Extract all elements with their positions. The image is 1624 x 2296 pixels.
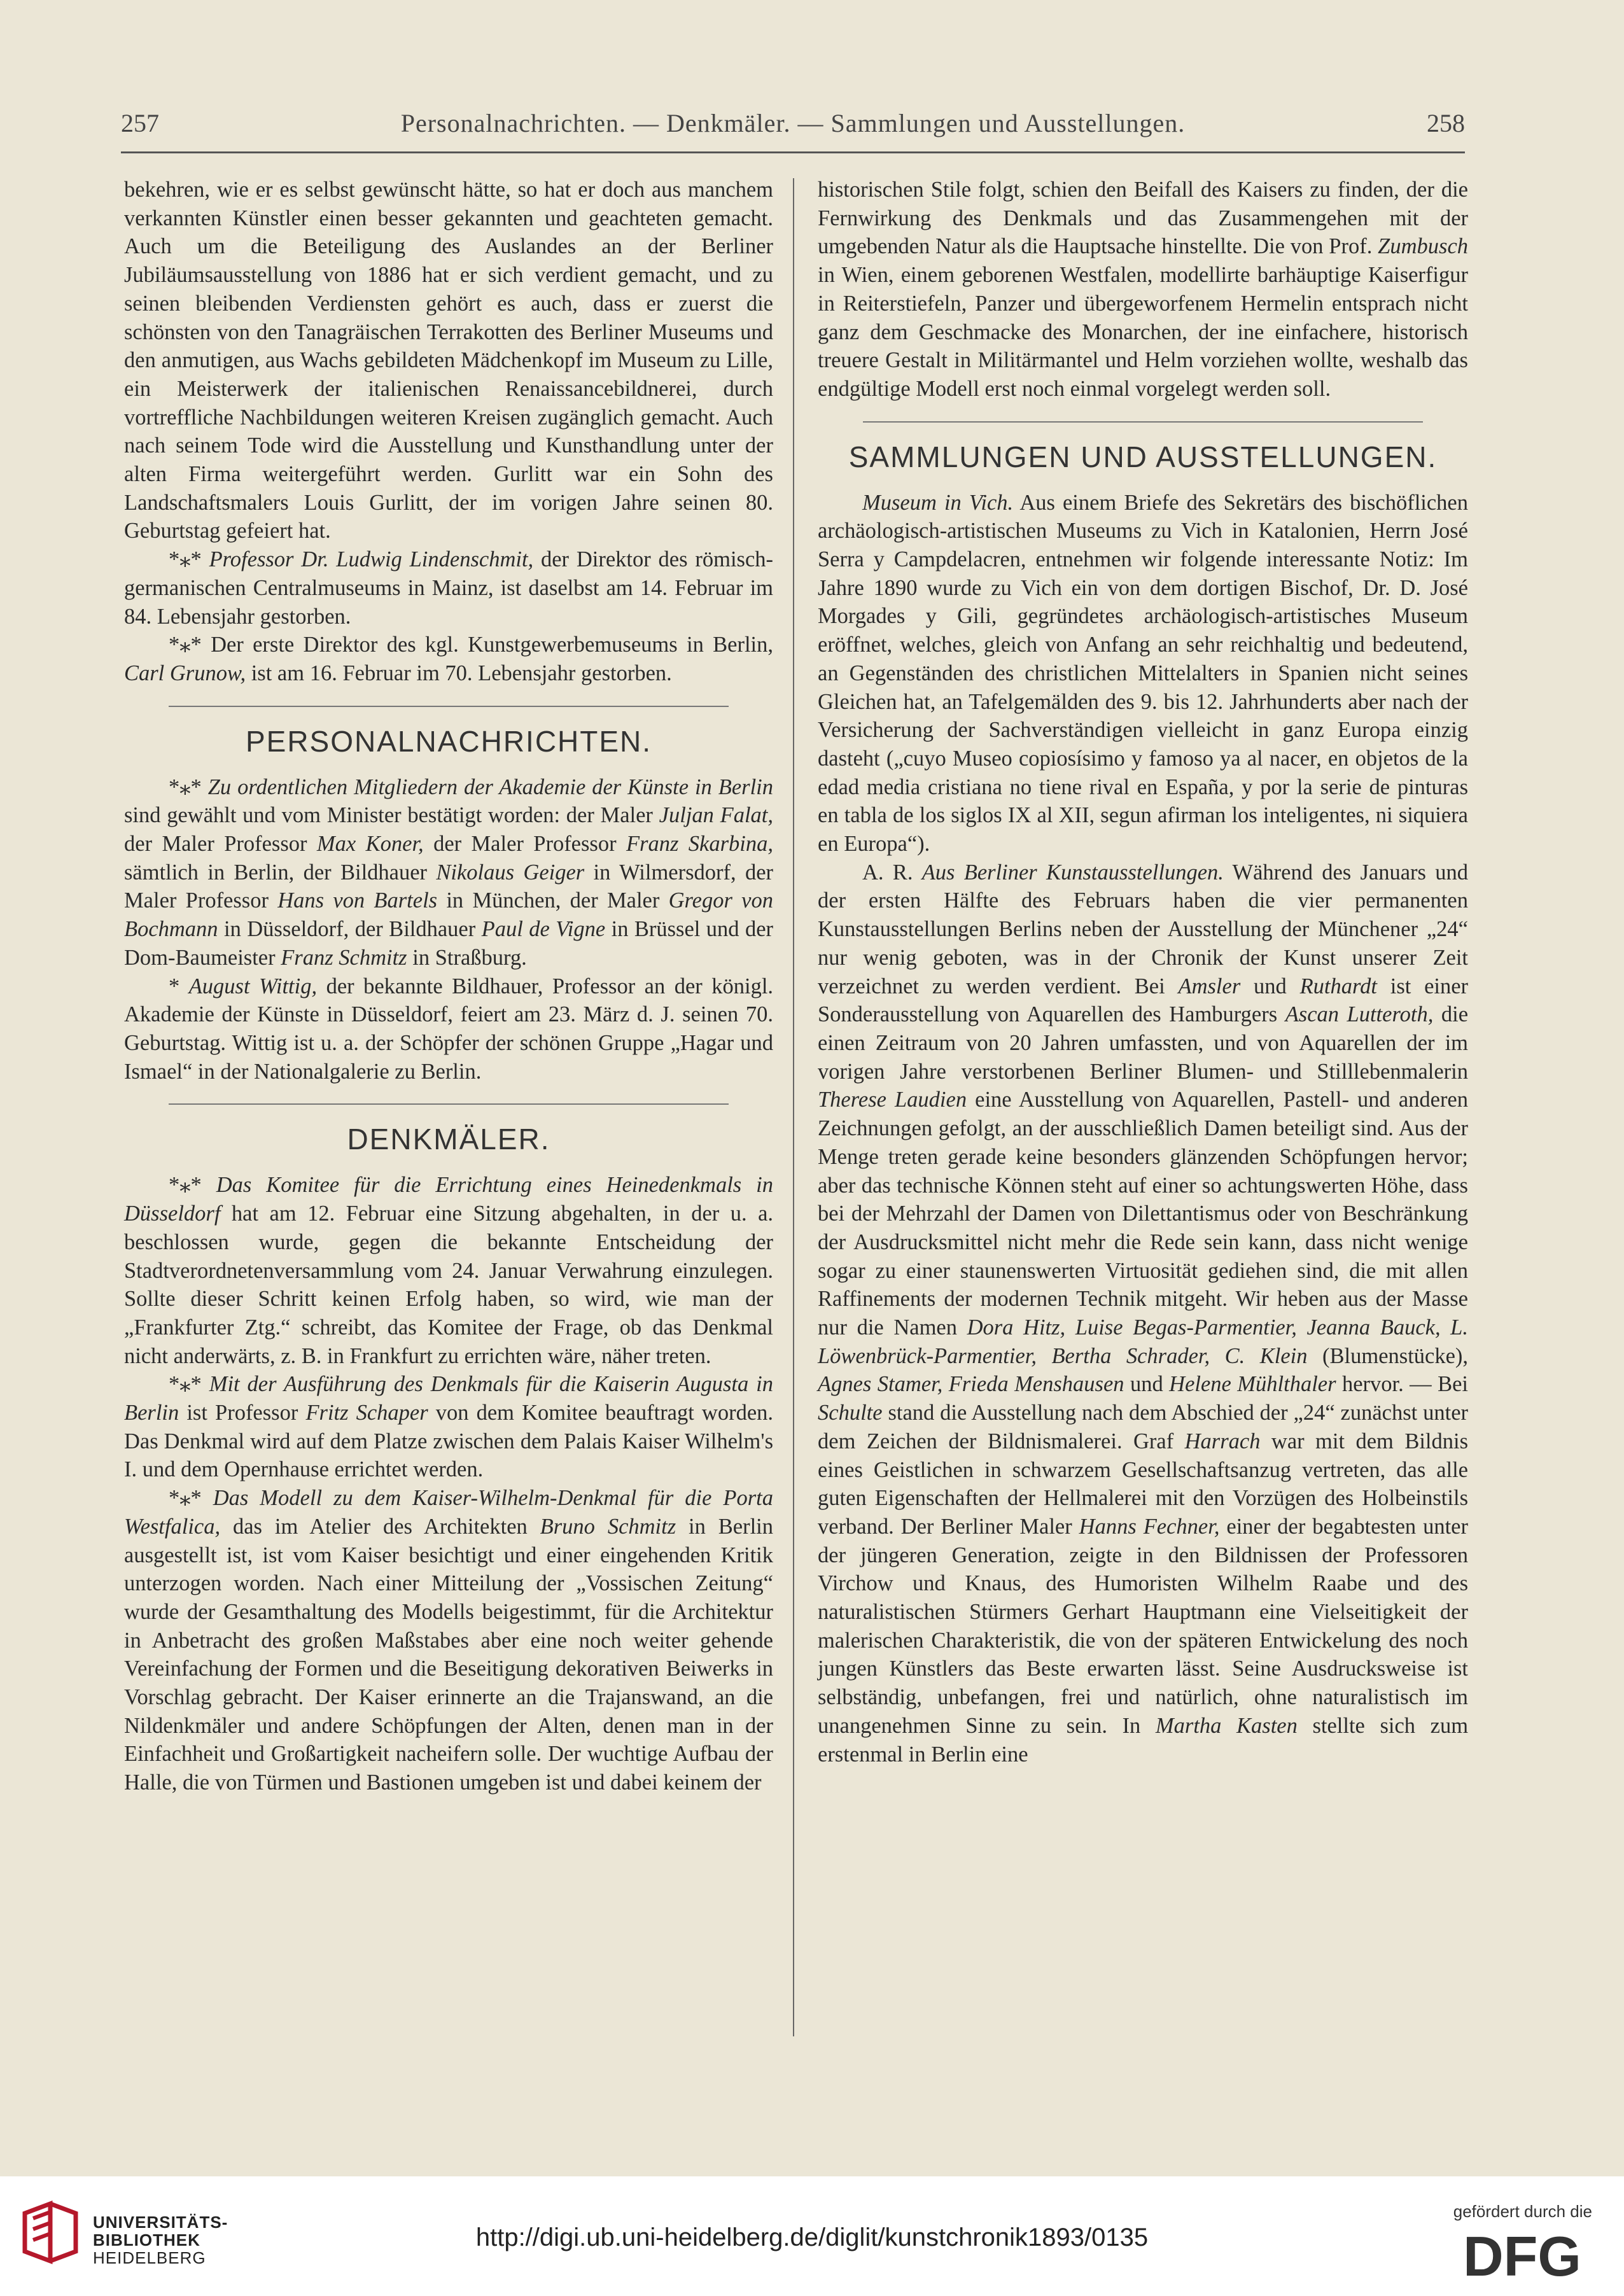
digitization-footer bbox=[0, 2176, 1624, 2296]
text: stellte sich zum erstenmal in Berlin eine bbox=[818, 1713, 1469, 1767]
person-name: Martha Kasten bbox=[1155, 1713, 1298, 1738]
dfg-logo-text: DFG bbox=[1463, 2230, 1581, 2281]
section-separator bbox=[169, 1103, 729, 1105]
text: sämtlich in Berlin, der Bildhauer bbox=[124, 860, 428, 885]
library-name-line: BIBLIOTHEK bbox=[93, 2230, 200, 2250]
asterism: * bbox=[169, 974, 180, 998]
asterism: *⁎* bbox=[169, 1486, 202, 1511]
paragraph bbox=[124, 773, 773, 972]
section-separator bbox=[863, 421, 1423, 423]
italic-lead: Museum in Vich. bbox=[862, 490, 1014, 515]
right-column bbox=[818, 176, 1468, 1768]
italic-lead: Aus Berliner Kunstausstellungen. bbox=[921, 860, 1224, 885]
person-name: Paul de Vigne bbox=[481, 917, 606, 942]
text: das im Atelier des Architekten bbox=[232, 1514, 528, 1539]
section-title-sammlungen: SAMMLUNGEN UND AUSSTELLUNGEN. bbox=[848, 440, 1438, 473]
text: eine Ausstellung von Aquarellen, Pastell- und anderen Zeichnungen gefolgt, an der ausschließlich Damen beteiligt sind. Aus der Menge treten gerade keine besonders glänzenden Schöpfungen hervor; aber das technische Können steht auf einer so achtungswerten Höhe, dass bei der Mehrzahl der Damen von Dilettantismus oder von Beschränkung der Ausdrucksmittel nicht mehr die Rede sein kann, dass nicht wenige sogar zu einer staunenswerten Virtuosität gediehen sind, die mit allen Raffinements der modernen Technik mitgeht. Wir heben aus der Masse nur die Namen bbox=[818, 1088, 1468, 1340]
running-header bbox=[121, 108, 1465, 146]
text: in München, der Maler bbox=[446, 888, 660, 913]
paragraph bbox=[124, 545, 773, 631]
page-number-left: 257 bbox=[121, 109, 159, 137]
person-name: Therese Laudien bbox=[818, 1088, 967, 1112]
text: und bbox=[1254, 974, 1287, 998]
italic-lead: Zu ordentlichen Mitgliedern der Akademie der Künste in Berlin bbox=[207, 774, 773, 799]
person-name: Agnes Stamer, Frieda Menshausen bbox=[818, 1372, 1124, 1397]
section-title-denkmaeler: DENKMÄLER. bbox=[347, 1123, 550, 1156]
paragraph: bekehren, wie er es selbst gewünscht hätte, so hat er doch aus manchem verkannten Künstler einen besser gekannten und geachteten gemacht. Auch um die Beteiligung des Auslandes an der Berliner Jubiläumsausstellung von 1886 hat er sich verdient gemacht, und zu seinen bleibenden Verdiensten gehört es auch, dass er zuerst die schönsten von den Tanagräischen Terrakotten des Berliner Museums und den anmutigen, aus Wachs gebildeten Mädchenkopf im Museum zu Lille, ein Meisterwerk der italienischen Renaissancebildnerei, durch vortreffliche Nachbildungen weiteren Kreisen zugänglich gemacht. Auch nach seinem Tode wird die Ausstellung und Kunsthandlung unter der alten Firma weitergeführt werden. Gurlitt war ein Sohn des Landschaftsmalers Louis Gurlitt, der im vorigen Jahre seinen 80. Geburtstag gefeiert hat. bbox=[124, 178, 773, 543]
text: ist am 16. Februar im 70. Lebensjahr gestorben. bbox=[251, 661, 672, 685]
person-name: Hans von Bartels bbox=[277, 888, 438, 913]
person-name: Schulte bbox=[818, 1401, 883, 1425]
asterism: *⁎* bbox=[169, 1372, 202, 1397]
paragraph bbox=[124, 1171, 773, 1370]
person-name: Harrach bbox=[1184, 1429, 1261, 1453]
paragraph bbox=[818, 489, 1468, 858]
paragraph bbox=[818, 858, 1468, 1769]
text: in Düsseldorf, der Bildhauer bbox=[224, 917, 476, 942]
person-name: Ascan Lutteroth, bbox=[1285, 1002, 1434, 1027]
person-name: Max Koner, bbox=[316, 832, 424, 857]
asterism: *⁎* bbox=[169, 1173, 202, 1198]
section-separator bbox=[169, 706, 729, 707]
person-name: Professor Dr. Ludwig Lindenschmit, bbox=[209, 547, 534, 572]
text: in Brüssel und der Dom-Baumeister bbox=[124, 917, 774, 970]
library-name-line: HEIDELBERG bbox=[93, 2248, 206, 2267]
asterism: *⁎* bbox=[169, 547, 202, 572]
italic-lead: Mit der Ausführung des Denkmals für die Kaiserin Augusta in Berlin bbox=[124, 1372, 774, 1425]
running-title: Personalnachrichten. — Denkmäler. — Sammlungen und Ausstellungen. bbox=[400, 109, 1186, 137]
italic-lead: Das Komitee für die Errichtung eines Heinedenkmals in Düsseldorf bbox=[124, 1173, 774, 1226]
person-name: Gregor von Bochmann bbox=[124, 888, 773, 942]
person-name: Franz Skarbina, bbox=[626, 832, 773, 857]
text: Aus einem Briefe des Sekretärs des bischöflichen archäologisch-artistischen Museums zu Vich in Katalonien, Herrn José Serra y Campdelacren, entnehmen wir folgende interessante Notiz: Im Jahre 1890 wurde zu Vich ein von dem dortigen Bischof, Dr. D. José Morgades y Gili, gegründetes archäologisch-artistisches Museum eröffnet, welches, gleich von Anfang an sehr reichhaltig und bedeutend, an Gegenständen des christlichen Mittelalters in Spanien nicht seines Gleichen hat, an Tafelgemälden des 9. bis 12. Jahrhunderts aber nach der Versicherung der Sachverständigen vielleicht in ganz Europa einzig dasteht („cuyo Museo copiosísimo y famoso ya al nacer, en objetos de la edad media cristiana no tiene rival en España, y por la serie de pinturas en tabla de los siglos IX al XII, segun afirman los inteligentes, ni siquiera en Europa“). bbox=[818, 490, 1469, 857]
left-column bbox=[124, 176, 773, 1797]
text: die einen Zeitraum von 20 Jahren umfassten, und von Aquarellen der im vorigen Jahre verstorbenen Berliner Blumen- und Stilllebenmalerin bbox=[818, 1002, 1469, 1084]
text: der Maler Professor bbox=[124, 832, 307, 857]
text: hat am 12. Februar eine Sitzung abgehalten, in der u. a. beschlossen wurde, gegen die bekannte Entscheidung der Stadtverordnetenversammlung vom 24. Januar Verwahrung einzulegen. Sollte dieser Schritt keinen Erfolg haben, so wird, wie man der „Frankfurter Ztg.“ schreibt, das Komitee der Frage, ob das Denkmal nicht anderwärts, z. B. in Frankfurt zu errichten wäre, näher treten. bbox=[124, 1201, 774, 1368]
text: von dem Komitee beauftragt worden. Das Denkmal wird auf dem Platze zwischen dem Palais Kaiser Wilhelm's I. und dem Opernhause errichtet werden. bbox=[124, 1401, 774, 1482]
person-name: August Wittig, bbox=[188, 974, 318, 998]
dfg-logo-icon bbox=[1448, 2230, 1596, 2281]
text: ist einer Sonderausstellung von Aquarellen des Hamburgers bbox=[818, 974, 1469, 1027]
person-name: Hanns Fechner, bbox=[1079, 1514, 1220, 1539]
header-rule bbox=[121, 151, 1465, 153]
author-initials: A. R. bbox=[862, 860, 913, 885]
text: ist Professor bbox=[186, 1401, 298, 1425]
person-name: Franz Schmitz bbox=[281, 945, 407, 970]
library-name-line: UNIVERSITÄTS- bbox=[93, 2213, 228, 2232]
person-name: Helene Mühlthaler bbox=[1169, 1372, 1336, 1397]
column-divider bbox=[793, 178, 794, 2036]
person-name: Bruno Schmitz bbox=[540, 1514, 676, 1539]
text: war mit dem Bildnis eines Geistlichen in schwarzem Gesellschaftsanzug vertreten, das alle guten Eigenschaften der Hellmalerei mit den Vorzügen des Holbeinstils verband. Der Berliner Maler bbox=[818, 1429, 1469, 1539]
paragraph bbox=[818, 176, 1468, 403]
asterism: *⁎* bbox=[169, 774, 202, 799]
text: Während des Januars und der ersten Hälfte des Februars haben die vier permanenten Kunstausstellungen Berlins neben der Ausstellung der Münchener „24“ nur wenig geboten, was in der Chronik der Kunst unserer Zeit verzeichnet zu werden verdient. Bei bbox=[818, 860, 1468, 998]
text: *⁎* Der erste Direktor des kgl. Kunstgewerbemuseums in Berlin, bbox=[169, 633, 773, 657]
italic-lead: Das Modell zu dem Kaiser-Wilhelm-Denkmal für die Porta Westfalica, bbox=[124, 1486, 773, 1539]
text: einer der begabtesten unter der jüngeren Generation, zeigte in den Bildnissen der Professoren Virchow und Knaus, des Humoristen Wilhelm Raabe und des naturalistischen Stürmers Gerhart Hauptmann eine Vielseitigkeit der malerischen Charakteristik, die von der späteren Entwickelung des noch jungen Künstlers das Beste erwarten lässt. Seine Ausdrucksweise ist selbständig, unbefangen, frei und natürlich, ohne naturalistisch im unangenehmen Sinne zu sein. In bbox=[818, 1514, 1468, 1738]
person-name: Carl Grunow, bbox=[124, 661, 246, 685]
person-name: Juljan Falat, bbox=[659, 803, 774, 828]
text: (Blumenstücke), bbox=[1322, 1343, 1469, 1368]
text: historischen Stile folgt, schien den Beifall des Kaisers zu finden, der die Fernwirkung des Denkmals und das Zusammengehen mit der umgebenden Natur als die Hauptsache hinstellte. Die von Prof. bbox=[818, 178, 1468, 259]
text: der Maler Professor bbox=[433, 832, 617, 857]
text: hervor. — Bei bbox=[1341, 1372, 1468, 1397]
page-number-right: 258 bbox=[1427, 109, 1465, 137]
person-name: Ruthardt bbox=[1299, 974, 1377, 998]
source-url-link[interactable]: http://digi.ub.uni-heidelberg.de/diglit/kunstchronik1893/0135 bbox=[475, 2223, 1149, 2251]
paragraph bbox=[124, 1484, 773, 1797]
text: und bbox=[1130, 1372, 1163, 1397]
person-name: Nikolaus Geiger bbox=[436, 860, 585, 885]
section-title-personal: PERSONALNACHRICHTEN. bbox=[245, 724, 652, 758]
paragraph bbox=[124, 972, 773, 1086]
paragraph bbox=[124, 631, 773, 687]
text: in Wilmersdorf, der Maler Professor bbox=[124, 860, 774, 913]
person-name: Zumbusch bbox=[1378, 234, 1469, 259]
text: in Wien, einem geborenen Westfalen, modellirte barhäuptige Kaiserfigur in Reiterstiefeln, Panzer und übergeworfenem Hermelin entsprach nicht ganz dem Geschmacke des Monarchen, der ine einfachere, historisch treuere Gestalt in Militärmantel und Helm vorziehen wollte, weshalb das endgültige Modell erst noch einmal vorgelegt werden soll. bbox=[818, 263, 1468, 401]
text: der bekannte Bildhauer, Professor an der königl. Akademie der Künste in Düsseldorf, feiert am 23. März d. J. seinen 70. Geburtstag. Wittig ist u. a. der Schöpfer der schönen Gruppe „Hagar und Ismael“ in der Nationalgalerie zu Berlin. bbox=[124, 974, 774, 1084]
text: sind gewählt und vom Minister bestätigt worden: der Maler bbox=[124, 803, 653, 828]
person-name: Amsler bbox=[1178, 974, 1241, 998]
text: der Direktor des römisch-germanischen Centralmuseums in Mainz, ist daselbst am 14. Februar im 84. Lebensjahr gestorben. bbox=[124, 547, 774, 629]
person-name: Fritz Schaper bbox=[305, 1401, 428, 1425]
text: in Berlin ausgestellt ist, ist vom Kaiser besichtigt und einer eingehenden Kritik unterzogen worden. Nach einer Mitteilung der „Vossischen Zeitung“ wurde der Gesamthaltung des Modells beigestimmt, für die Architektur in Anbetracht des großen Maßstabes aber eine noch weiter gehende Vereinfachung der Formen und die Beseitigung dekorativen Beiwerks in Vorschlag gebracht. Der Kaiser erinnerte an die Trajanswand, an die Nildenkmäler und andere Schöpfungen der Alten, denen man in der Einfachheit und Großartigkeit nacheifern solle. Der wuchtige Aufbau der Halle, die von Türmen und Bastionen umgeben ist und dabei keinem der bbox=[124, 1514, 773, 1795]
paragraph bbox=[124, 1370, 773, 1484]
text: stand die Ausstellung nach dem Abschied der „24“ zunächst unter dem Zeichen der Bildnismalerei. Graf bbox=[818, 1401, 1468, 1453]
person-name: Dora Hitz, Luise Begas-Parmentier, Jeanna Bauck, L. Löwenbrück-Parmentier, Bertha Schrader, C. Klein bbox=[818, 1315, 1468, 1368]
text: in Straßburg. bbox=[412, 945, 527, 970]
dfg-funding-label: gefördert durch die bbox=[1453, 2202, 1592, 2221]
